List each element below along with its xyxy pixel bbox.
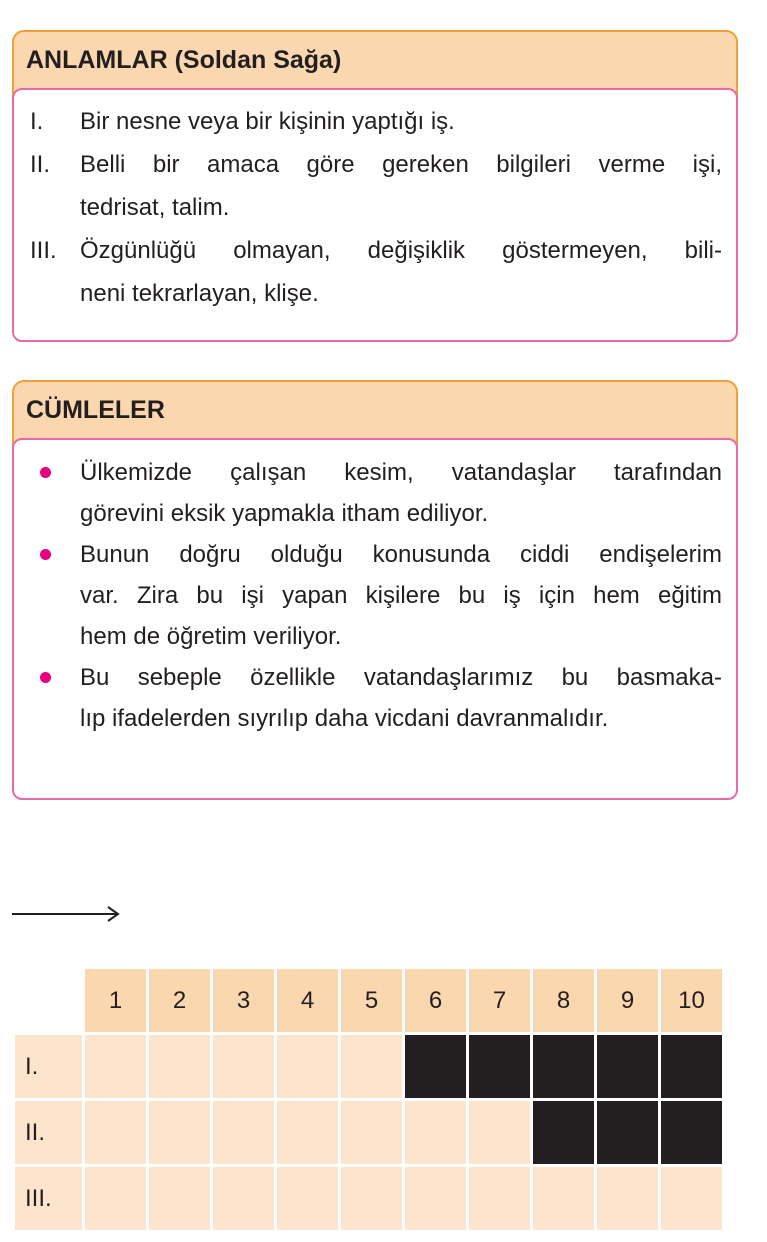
meanings-panel-title: ANLAMLAR (Soldan Sağa): [26, 45, 342, 74]
grid-cell[interactable]: [277, 1101, 338, 1164]
grid-cell-blacked: [405, 1035, 466, 1098]
bullet-icon: [28, 534, 80, 575]
sentence-item: [28, 657, 722, 698]
grid-cell[interactable]: [85, 1035, 146, 1098]
sentence-item: [28, 534, 722, 575]
meaning-text: Özgünlüğü olmayan, değişiklik göstermeyen, bili-: [80, 237, 722, 264]
grid-cell[interactable]: [213, 1167, 274, 1230]
grid-cell[interactable]: [277, 1035, 338, 1098]
meanings-panel: [12, 30, 738, 342]
grid-cell[interactable]: [149, 1035, 210, 1098]
grid-header-row: [15, 969, 722, 1032]
meaning-item-3-cont: [30, 272, 722, 315]
sentence-text: Ülkemizde çalışan kesim, vatandaşlar tarafından: [80, 459, 722, 486]
sentence-text: Bunun doğru olduğu konusunda ciddi endişelerim: [80, 541, 722, 568]
meaning-text: Bir nesne veya bir kişinin yaptığı iş.: [80, 108, 455, 135]
grid-row-3: [15, 1167, 722, 1230]
meaning-item-3: [30, 229, 722, 272]
grid-cell[interactable]: [85, 1167, 146, 1230]
column-number: 9: [597, 969, 658, 1032]
bullet-icon: [28, 657, 80, 698]
grid-cell[interactable]: [277, 1167, 338, 1230]
grid-cell-blacked: [661, 1035, 722, 1098]
column-number: 4: [277, 969, 338, 1032]
meaning-item-2: [30, 143, 722, 186]
grid-cell[interactable]: [661, 1167, 722, 1230]
column-number: 2: [149, 969, 210, 1032]
sentence-text: var. Zira bu işi yapan kişilere bu iş için hem eğitim: [80, 582, 722, 609]
meaning-number: III.: [30, 237, 57, 264]
grid-cell[interactable]: [597, 1167, 658, 1230]
grid-cell-blacked: [533, 1035, 594, 1098]
column-number: 8: [533, 969, 594, 1032]
grid-cell[interactable]: [341, 1101, 402, 1164]
column-number: 5: [341, 969, 402, 1032]
column-number: 6: [405, 969, 466, 1032]
grid-cell[interactable]: [405, 1101, 466, 1164]
column-number: 7: [469, 969, 530, 1032]
grid-cell-blacked: [469, 1035, 530, 1098]
grid-cell-blacked: [597, 1035, 658, 1098]
row-label: I.: [15, 1035, 82, 1098]
sentence-item-cont: [28, 698, 722, 739]
row-label: III.: [15, 1167, 82, 1230]
sentences-panel: [12, 380, 738, 800]
grid-cell[interactable]: [149, 1167, 210, 1230]
grid-cell[interactable]: [405, 1167, 466, 1230]
sentences-list: [12, 438, 738, 800]
grid-cell[interactable]: [85, 1101, 146, 1164]
column-number: 3: [213, 969, 274, 1032]
column-number: 10: [661, 969, 722, 1032]
grid-cell[interactable]: [341, 1035, 402, 1098]
grid-cell-blacked: [661, 1101, 722, 1164]
meaning-item-1: [30, 100, 722, 143]
grid-cell[interactable]: [533, 1167, 594, 1230]
sentence-text: Bu sebeple özellikle vatandaşlarımız bu basmaka-: [80, 664, 722, 691]
grid-corner: [15, 969, 82, 1032]
meaning-number: II.: [30, 151, 51, 178]
sentence-item-cont: [28, 493, 722, 534]
grid-cell[interactable]: [213, 1101, 274, 1164]
grid-cell[interactable]: [469, 1167, 530, 1230]
grid-cell[interactable]: [149, 1101, 210, 1164]
meaning-number: I.: [30, 108, 44, 135]
sentence-text: hem de öğretim veriliyor.: [80, 623, 342, 650]
grid-row-2: [15, 1101, 722, 1164]
sentence-text: lıp ifadelerden sıyrılıp daha vicdani davranmalıdır.: [80, 705, 609, 732]
sentence-item-cont: [28, 616, 722, 657]
sentence-item: [28, 452, 722, 493]
bullet-icon: [28, 452, 80, 493]
crossword-grid: [12, 966, 725, 1233]
grid-cell-blacked: [597, 1101, 658, 1164]
meaning-text: tedrisat, talim.: [80, 194, 230, 221]
grid-row-1: [15, 1035, 722, 1098]
grid-cell[interactable]: [213, 1035, 274, 1098]
meaning-text: Belli bir amaca göre gereken bilgileri verme işi,: [80, 151, 722, 178]
sentence-item-cont: [28, 575, 722, 616]
sentences-panel-title: CÜMLELER: [26, 395, 165, 424]
meaning-text: neni tekrarlayan, klişe.: [80, 280, 319, 307]
grid-cell[interactable]: [469, 1101, 530, 1164]
arrow-right-icon: [12, 904, 122, 924]
column-number: 1: [85, 969, 146, 1032]
row-label: II.: [15, 1101, 82, 1164]
grid-cell[interactable]: [341, 1167, 402, 1230]
grid-cell-blacked: [533, 1101, 594, 1164]
meanings-list: [12, 88, 738, 342]
sentence-text: görevini eksik yapmakla itham ediliyor.: [80, 500, 489, 527]
meaning-item-2-cont: [30, 186, 722, 229]
